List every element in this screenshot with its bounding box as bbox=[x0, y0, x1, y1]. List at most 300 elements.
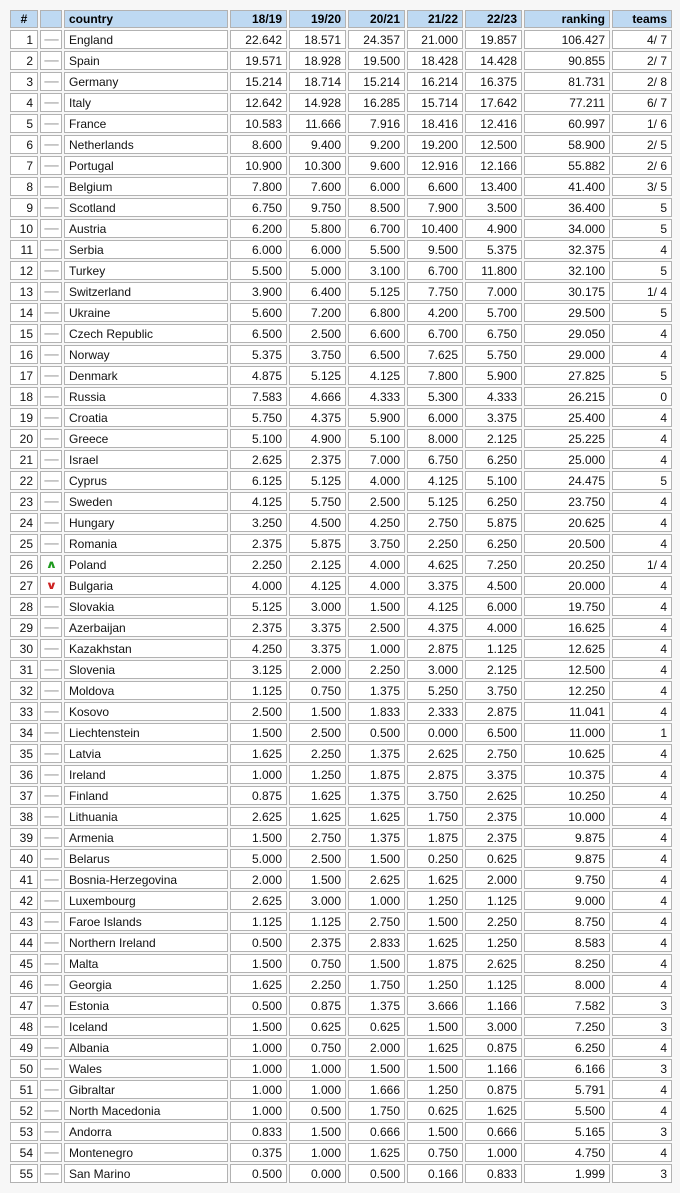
column-header-s1: 18/19 bbox=[230, 10, 287, 28]
season-score-cell: 4.375 bbox=[289, 408, 346, 427]
season-score-cell: 1.500 bbox=[230, 828, 287, 847]
movement-cell bbox=[40, 51, 62, 70]
season-score-cell: 17.642 bbox=[465, 93, 522, 112]
season-score-cell: 13.400 bbox=[465, 177, 522, 196]
season-score-cell: 2.125 bbox=[465, 660, 522, 679]
season-score-cell: 16.375 bbox=[465, 72, 522, 91]
season-score-cell: 5.125 bbox=[230, 597, 287, 616]
season-score-cell: 2.625 bbox=[348, 870, 405, 889]
season-score-cell: 5.100 bbox=[348, 429, 405, 448]
season-score-cell: 2.625 bbox=[465, 954, 522, 973]
ranking-cell: 5.165 bbox=[524, 1122, 610, 1141]
table-row bbox=[10, 1143, 672, 1162]
season-score-cell: 4.250 bbox=[348, 513, 405, 532]
rank-cell: 44 bbox=[10, 933, 38, 952]
season-score-cell: 0.875 bbox=[465, 1080, 522, 1099]
movement-cell bbox=[40, 954, 62, 973]
ranking-cell: 20.625 bbox=[524, 513, 610, 532]
teams-cell: 4 bbox=[612, 240, 672, 259]
season-score-cell: 2.250 bbox=[348, 660, 405, 679]
season-score-cell: 1.000 bbox=[289, 1080, 346, 1099]
season-score-cell: 5.900 bbox=[465, 366, 522, 385]
season-score-cell: 5.125 bbox=[348, 282, 405, 301]
movement-cell bbox=[40, 1059, 62, 1078]
teams-cell: 4 bbox=[612, 681, 672, 700]
season-score-cell: 4.625 bbox=[407, 555, 463, 574]
table-row bbox=[10, 828, 672, 847]
rank-cell: 25 bbox=[10, 534, 38, 553]
season-score-cell: 22.642 bbox=[230, 30, 287, 49]
season-score-cell: 7.600 bbox=[289, 177, 346, 196]
movement-cell bbox=[40, 1164, 62, 1183]
country-cell: Czech Republic bbox=[64, 324, 228, 343]
season-score-cell: 4.200 bbox=[407, 303, 463, 322]
season-score-cell: 4.375 bbox=[407, 618, 463, 637]
table-row bbox=[10, 51, 672, 70]
ranking-cell: 55.882 bbox=[524, 156, 610, 175]
rank-cell: 31 bbox=[10, 660, 38, 679]
country-cell: Moldova bbox=[64, 681, 228, 700]
country-cell: Poland bbox=[64, 555, 228, 574]
season-score-cell: 14.428 bbox=[465, 51, 522, 70]
column-header-s5: 22/23 bbox=[465, 10, 522, 28]
season-score-cell: 19.857 bbox=[465, 30, 522, 49]
season-score-cell: 1.750 bbox=[407, 807, 463, 826]
season-score-cell: 1.250 bbox=[407, 1080, 463, 1099]
season-score-cell: 2.875 bbox=[465, 702, 522, 721]
movement-cell bbox=[40, 765, 62, 784]
no-change-icon: — bbox=[43, 412, 59, 424]
rank-cell: 3 bbox=[10, 72, 38, 91]
table-row bbox=[10, 345, 672, 364]
ranking-cell: 16.625 bbox=[524, 618, 610, 637]
table-row bbox=[10, 366, 672, 385]
no-change-icon: — bbox=[43, 916, 59, 928]
season-score-cell: 7.583 bbox=[230, 387, 287, 406]
season-score-cell: 2.500 bbox=[348, 492, 405, 511]
uefa-country-ranking-table bbox=[8, 8, 674, 1185]
country-cell: Luxembourg bbox=[64, 891, 228, 910]
season-score-cell: 1.625 bbox=[230, 975, 287, 994]
movement-cell bbox=[40, 471, 62, 490]
no-change-icon: — bbox=[43, 727, 59, 739]
season-score-cell: 2.625 bbox=[230, 807, 287, 826]
season-score-cell: 1.500 bbox=[230, 1017, 287, 1036]
table-row bbox=[10, 303, 672, 322]
season-score-cell: 6.250 bbox=[465, 534, 522, 553]
rank-cell: 40 bbox=[10, 849, 38, 868]
season-score-cell: 2.500 bbox=[289, 723, 346, 742]
season-score-cell: 5.125 bbox=[289, 366, 346, 385]
no-change-icon: — bbox=[43, 328, 59, 340]
ranking-cell: 81.731 bbox=[524, 72, 610, 91]
table-row bbox=[10, 114, 672, 133]
ranking-cell: 20.000 bbox=[524, 576, 610, 595]
table-row bbox=[10, 177, 672, 196]
movement-cell bbox=[40, 1017, 62, 1036]
no-change-icon: — bbox=[43, 34, 59, 46]
rank-cell: 35 bbox=[10, 744, 38, 763]
teams-cell: 4 bbox=[612, 492, 672, 511]
movement-cell bbox=[40, 345, 62, 364]
season-score-cell: 1.500 bbox=[289, 702, 346, 721]
rank-cell: 53 bbox=[10, 1122, 38, 1141]
rank-cell: 28 bbox=[10, 597, 38, 616]
season-score-cell: 18.714 bbox=[289, 72, 346, 91]
table-row bbox=[10, 849, 672, 868]
season-score-cell: 2.750 bbox=[348, 912, 405, 931]
no-change-icon: — bbox=[43, 1000, 59, 1012]
ranking-cell: 6.250 bbox=[524, 1038, 610, 1057]
season-score-cell: 12.916 bbox=[407, 156, 463, 175]
season-score-cell: 2.625 bbox=[230, 450, 287, 469]
teams-cell: 4/ 7 bbox=[612, 30, 672, 49]
teams-cell: 4 bbox=[612, 429, 672, 448]
ranking-cell: 10.625 bbox=[524, 744, 610, 763]
country-cell: Spain bbox=[64, 51, 228, 70]
country-cell: Russia bbox=[64, 387, 228, 406]
season-score-cell: 2.875 bbox=[407, 639, 463, 658]
no-change-icon: — bbox=[43, 286, 59, 298]
arrow-down-icon: ∨ bbox=[45, 580, 57, 592]
movement-cell bbox=[40, 30, 62, 49]
ranking-cell: 25.225 bbox=[524, 429, 610, 448]
table-row bbox=[10, 702, 672, 721]
movement-cell bbox=[40, 1122, 62, 1141]
country-cell: Bosnia-Herzegovina bbox=[64, 870, 228, 889]
season-score-cell: 6.700 bbox=[407, 261, 463, 280]
ranking-cell: 20.500 bbox=[524, 534, 610, 553]
season-score-cell: 3.125 bbox=[230, 660, 287, 679]
table-row bbox=[10, 681, 672, 700]
table-row bbox=[10, 912, 672, 931]
country-cell: Scotland bbox=[64, 198, 228, 217]
movement-cell bbox=[40, 450, 62, 469]
season-score-cell: 1.625 bbox=[348, 807, 405, 826]
movement-cell bbox=[40, 870, 62, 889]
no-change-icon: — bbox=[43, 1105, 59, 1117]
no-change-icon: — bbox=[43, 895, 59, 907]
season-score-cell: 1.000 bbox=[348, 639, 405, 658]
ranking-cell: 36.400 bbox=[524, 198, 610, 217]
table-row bbox=[10, 492, 672, 511]
no-change-icon: — bbox=[43, 55, 59, 67]
rank-cell: 48 bbox=[10, 1017, 38, 1036]
season-score-cell: 3.375 bbox=[407, 576, 463, 595]
no-change-icon: — bbox=[43, 160, 59, 172]
movement-cell bbox=[40, 408, 62, 427]
movement-cell bbox=[40, 807, 62, 826]
season-score-cell: 4.000 bbox=[348, 576, 405, 595]
season-score-cell: 7.000 bbox=[465, 282, 522, 301]
season-score-cell: 1.000 bbox=[230, 1080, 287, 1099]
no-change-icon: — bbox=[43, 517, 59, 529]
season-score-cell: 3.375 bbox=[289, 618, 346, 637]
season-score-cell: 2.125 bbox=[465, 429, 522, 448]
season-score-cell: 0.750 bbox=[407, 1143, 463, 1162]
rank-cell: 32 bbox=[10, 681, 38, 700]
season-score-cell: 1.500 bbox=[407, 1122, 463, 1141]
season-score-cell: 1.500 bbox=[348, 1059, 405, 1078]
teams-cell: 4 bbox=[612, 954, 672, 973]
season-score-cell: 4.500 bbox=[289, 513, 346, 532]
season-score-cell: 0.500 bbox=[230, 1164, 287, 1183]
season-score-cell: 6.400 bbox=[289, 282, 346, 301]
season-score-cell: 1.625 bbox=[407, 933, 463, 952]
table-row bbox=[10, 1017, 672, 1036]
ranking-cell: 9.000 bbox=[524, 891, 610, 910]
season-score-cell: 5.125 bbox=[289, 471, 346, 490]
table-row bbox=[10, 450, 672, 469]
season-score-cell: 0.500 bbox=[230, 996, 287, 1015]
country-cell: Italy bbox=[64, 93, 228, 112]
rank-cell: 36 bbox=[10, 765, 38, 784]
season-score-cell: 5.800 bbox=[289, 219, 346, 238]
season-score-cell: 6.700 bbox=[407, 324, 463, 343]
season-score-cell: 1.625 bbox=[230, 744, 287, 763]
season-score-cell: 4.125 bbox=[289, 576, 346, 595]
no-change-icon: — bbox=[43, 1126, 59, 1138]
season-score-cell: 4.900 bbox=[289, 429, 346, 448]
season-score-cell: 4.333 bbox=[465, 387, 522, 406]
rank-cell: 2 bbox=[10, 51, 38, 70]
no-change-icon: — bbox=[43, 685, 59, 697]
season-score-cell: 0.666 bbox=[465, 1122, 522, 1141]
season-score-cell: 4.125 bbox=[230, 492, 287, 511]
season-score-cell: 1.250 bbox=[407, 975, 463, 994]
season-score-cell: 1.500 bbox=[348, 597, 405, 616]
season-score-cell: 7.250 bbox=[465, 555, 522, 574]
season-score-cell: 6.750 bbox=[465, 324, 522, 343]
ranking-cell: 8.750 bbox=[524, 912, 610, 931]
teams-cell: 3 bbox=[612, 1164, 672, 1183]
season-score-cell: 0.250 bbox=[407, 849, 463, 868]
season-score-cell: 2.625 bbox=[407, 744, 463, 763]
column-header-s4: 21/22 bbox=[407, 10, 463, 28]
season-score-cell: 2.625 bbox=[465, 786, 522, 805]
no-change-icon: — bbox=[43, 979, 59, 991]
season-score-cell: 1.750 bbox=[348, 975, 405, 994]
ranking-cell: 77.211 bbox=[524, 93, 610, 112]
teams-cell: 2/ 8 bbox=[612, 72, 672, 91]
no-change-icon: — bbox=[43, 748, 59, 760]
teams-cell: 4 bbox=[612, 828, 672, 847]
ranking-cell: 10.000 bbox=[524, 807, 610, 826]
rank-cell: 15 bbox=[10, 324, 38, 343]
season-score-cell: 3.000 bbox=[407, 660, 463, 679]
table-row bbox=[10, 744, 672, 763]
season-score-cell: 1.500 bbox=[348, 849, 405, 868]
season-score-cell: 1.625 bbox=[407, 1038, 463, 1057]
season-score-cell: 4.333 bbox=[348, 387, 405, 406]
no-change-icon: — bbox=[43, 1063, 59, 1075]
table-row bbox=[10, 933, 672, 952]
teams-cell: 5 bbox=[612, 303, 672, 322]
teams-cell: 6/ 7 bbox=[612, 93, 672, 112]
teams-cell: 4 bbox=[612, 660, 672, 679]
season-score-cell: 0.625 bbox=[348, 1017, 405, 1036]
ranking-cell: 29.500 bbox=[524, 303, 610, 322]
no-change-icon: — bbox=[43, 1042, 59, 1054]
season-score-cell: 1.125 bbox=[289, 912, 346, 931]
no-change-icon: — bbox=[43, 370, 59, 382]
column-header-ranking: ranking bbox=[524, 10, 610, 28]
rank-cell: 41 bbox=[10, 870, 38, 889]
country-cell: Hungary bbox=[64, 513, 228, 532]
movement-cell bbox=[40, 681, 62, 700]
ranking-cell: 1.999 bbox=[524, 1164, 610, 1183]
teams-cell: 4 bbox=[612, 1143, 672, 1162]
season-score-cell: 1.500 bbox=[289, 1122, 346, 1141]
ranking-cell: 5.500 bbox=[524, 1101, 610, 1120]
teams-cell: 1 bbox=[612, 723, 672, 742]
season-score-cell: 6.500 bbox=[348, 345, 405, 364]
season-score-cell: 6.250 bbox=[465, 492, 522, 511]
season-score-cell: 1.625 bbox=[465, 1101, 522, 1120]
season-score-cell: 1.125 bbox=[465, 891, 522, 910]
season-score-cell: 7.750 bbox=[407, 282, 463, 301]
teams-cell: 4 bbox=[612, 702, 672, 721]
table-row bbox=[10, 1164, 672, 1183]
rank-cell: 43 bbox=[10, 912, 38, 931]
season-score-cell: 6.600 bbox=[348, 324, 405, 343]
season-score-cell: 9.600 bbox=[348, 156, 405, 175]
teams-cell: 4 bbox=[612, 324, 672, 343]
rank-cell: 26 bbox=[10, 555, 38, 574]
season-score-cell: 2.125 bbox=[289, 555, 346, 574]
season-score-cell: 8.600 bbox=[230, 135, 287, 154]
season-score-cell: 7.800 bbox=[230, 177, 287, 196]
rank-cell: 11 bbox=[10, 240, 38, 259]
teams-cell: 4 bbox=[612, 408, 672, 427]
movement-cell bbox=[40, 723, 62, 742]
season-score-cell: 0.875 bbox=[230, 786, 287, 805]
teams-cell: 2/ 7 bbox=[612, 51, 672, 70]
no-change-icon: — bbox=[43, 97, 59, 109]
season-score-cell: 4.000 bbox=[348, 555, 405, 574]
country-cell: Liechtenstein bbox=[64, 723, 228, 742]
movement-cell bbox=[40, 849, 62, 868]
movement-cell bbox=[40, 429, 62, 448]
no-change-icon: — bbox=[43, 76, 59, 88]
season-score-cell: 5.375 bbox=[465, 240, 522, 259]
season-score-cell: 7.800 bbox=[407, 366, 463, 385]
season-score-cell: 3.750 bbox=[289, 345, 346, 364]
table-body bbox=[10, 30, 672, 1183]
teams-cell: 4 bbox=[612, 765, 672, 784]
table-row bbox=[10, 576, 672, 595]
teams-cell: 3 bbox=[612, 1059, 672, 1078]
country-cell: Ukraine bbox=[64, 303, 228, 322]
ranking-cell: 9.750 bbox=[524, 870, 610, 889]
season-score-cell: 1.125 bbox=[465, 639, 522, 658]
season-score-cell: 5.375 bbox=[230, 345, 287, 364]
table-row bbox=[10, 513, 672, 532]
country-cell: Albania bbox=[64, 1038, 228, 1057]
movement-cell bbox=[40, 114, 62, 133]
no-change-icon: — bbox=[43, 244, 59, 256]
teams-cell: 4 bbox=[612, 450, 672, 469]
movement-cell bbox=[40, 492, 62, 511]
teams-cell: 4 bbox=[612, 639, 672, 658]
season-score-cell: 1.875 bbox=[348, 765, 405, 784]
table-row bbox=[10, 597, 672, 616]
no-change-icon: — bbox=[43, 832, 59, 844]
season-score-cell: 2.250 bbox=[230, 555, 287, 574]
rank-cell: 9 bbox=[10, 198, 38, 217]
country-cell: Belgium bbox=[64, 177, 228, 196]
season-score-cell: 1.000 bbox=[348, 891, 405, 910]
season-score-cell: 0.500 bbox=[348, 1164, 405, 1183]
arrow-up-icon: ∧ bbox=[45, 559, 57, 571]
season-score-cell: 6.700 bbox=[348, 219, 405, 238]
season-score-cell: 1.125 bbox=[230, 912, 287, 931]
country-cell: England bbox=[64, 30, 228, 49]
no-change-icon: — bbox=[43, 433, 59, 445]
teams-cell: 4 bbox=[612, 345, 672, 364]
no-change-icon: — bbox=[43, 643, 59, 655]
country-cell: Greece bbox=[64, 429, 228, 448]
rank-cell: 52 bbox=[10, 1101, 38, 1120]
movement-cell bbox=[40, 282, 62, 301]
season-score-cell: 4.125 bbox=[348, 366, 405, 385]
table-row bbox=[10, 765, 672, 784]
season-score-cell: 5.125 bbox=[407, 492, 463, 511]
season-score-cell: 2.500 bbox=[289, 849, 346, 868]
country-cell: San Marino bbox=[64, 1164, 228, 1183]
season-score-cell: 7.625 bbox=[407, 345, 463, 364]
table-row bbox=[10, 1122, 672, 1141]
season-score-cell: 1.500 bbox=[407, 1017, 463, 1036]
season-score-cell: 10.300 bbox=[289, 156, 346, 175]
season-score-cell: 2.250 bbox=[407, 534, 463, 553]
table-row bbox=[10, 1080, 672, 1099]
season-score-cell: 6.800 bbox=[348, 303, 405, 322]
season-score-cell: 1.166 bbox=[465, 996, 522, 1015]
country-cell: Sweden bbox=[64, 492, 228, 511]
teams-cell: 1/ 4 bbox=[612, 555, 672, 574]
season-score-cell: 5.500 bbox=[230, 261, 287, 280]
ranking-cell: 25.000 bbox=[524, 450, 610, 469]
season-score-cell: 0.666 bbox=[348, 1122, 405, 1141]
ranking-cell: 34.000 bbox=[524, 219, 610, 238]
no-change-icon: — bbox=[43, 391, 59, 403]
rank-cell: 47 bbox=[10, 996, 38, 1015]
rank-cell: 55 bbox=[10, 1164, 38, 1183]
season-score-cell: 6.000 bbox=[407, 408, 463, 427]
country-cell: Georgia bbox=[64, 975, 228, 994]
no-change-icon: — bbox=[43, 181, 59, 193]
season-score-cell: 5.100 bbox=[465, 471, 522, 490]
teams-cell: 1/ 4 bbox=[612, 282, 672, 301]
column-header-teams: teams bbox=[612, 10, 672, 28]
no-change-icon: — bbox=[43, 853, 59, 865]
season-score-cell: 1.875 bbox=[407, 828, 463, 847]
teams-cell: 4 bbox=[612, 912, 672, 931]
season-score-cell: 1.500 bbox=[407, 1059, 463, 1078]
ranking-cell: 23.750 bbox=[524, 492, 610, 511]
season-score-cell: 3.000 bbox=[465, 1017, 522, 1036]
season-score-cell: 0.875 bbox=[465, 1038, 522, 1057]
movement-cell bbox=[40, 891, 62, 910]
rank-cell: 4 bbox=[10, 93, 38, 112]
season-score-cell: 2.375 bbox=[289, 450, 346, 469]
teams-cell: 4 bbox=[612, 1038, 672, 1057]
country-cell: Iceland bbox=[64, 1017, 228, 1036]
teams-cell: 4 bbox=[612, 1101, 672, 1120]
no-change-icon: — bbox=[43, 958, 59, 970]
movement-cell bbox=[40, 576, 62, 595]
